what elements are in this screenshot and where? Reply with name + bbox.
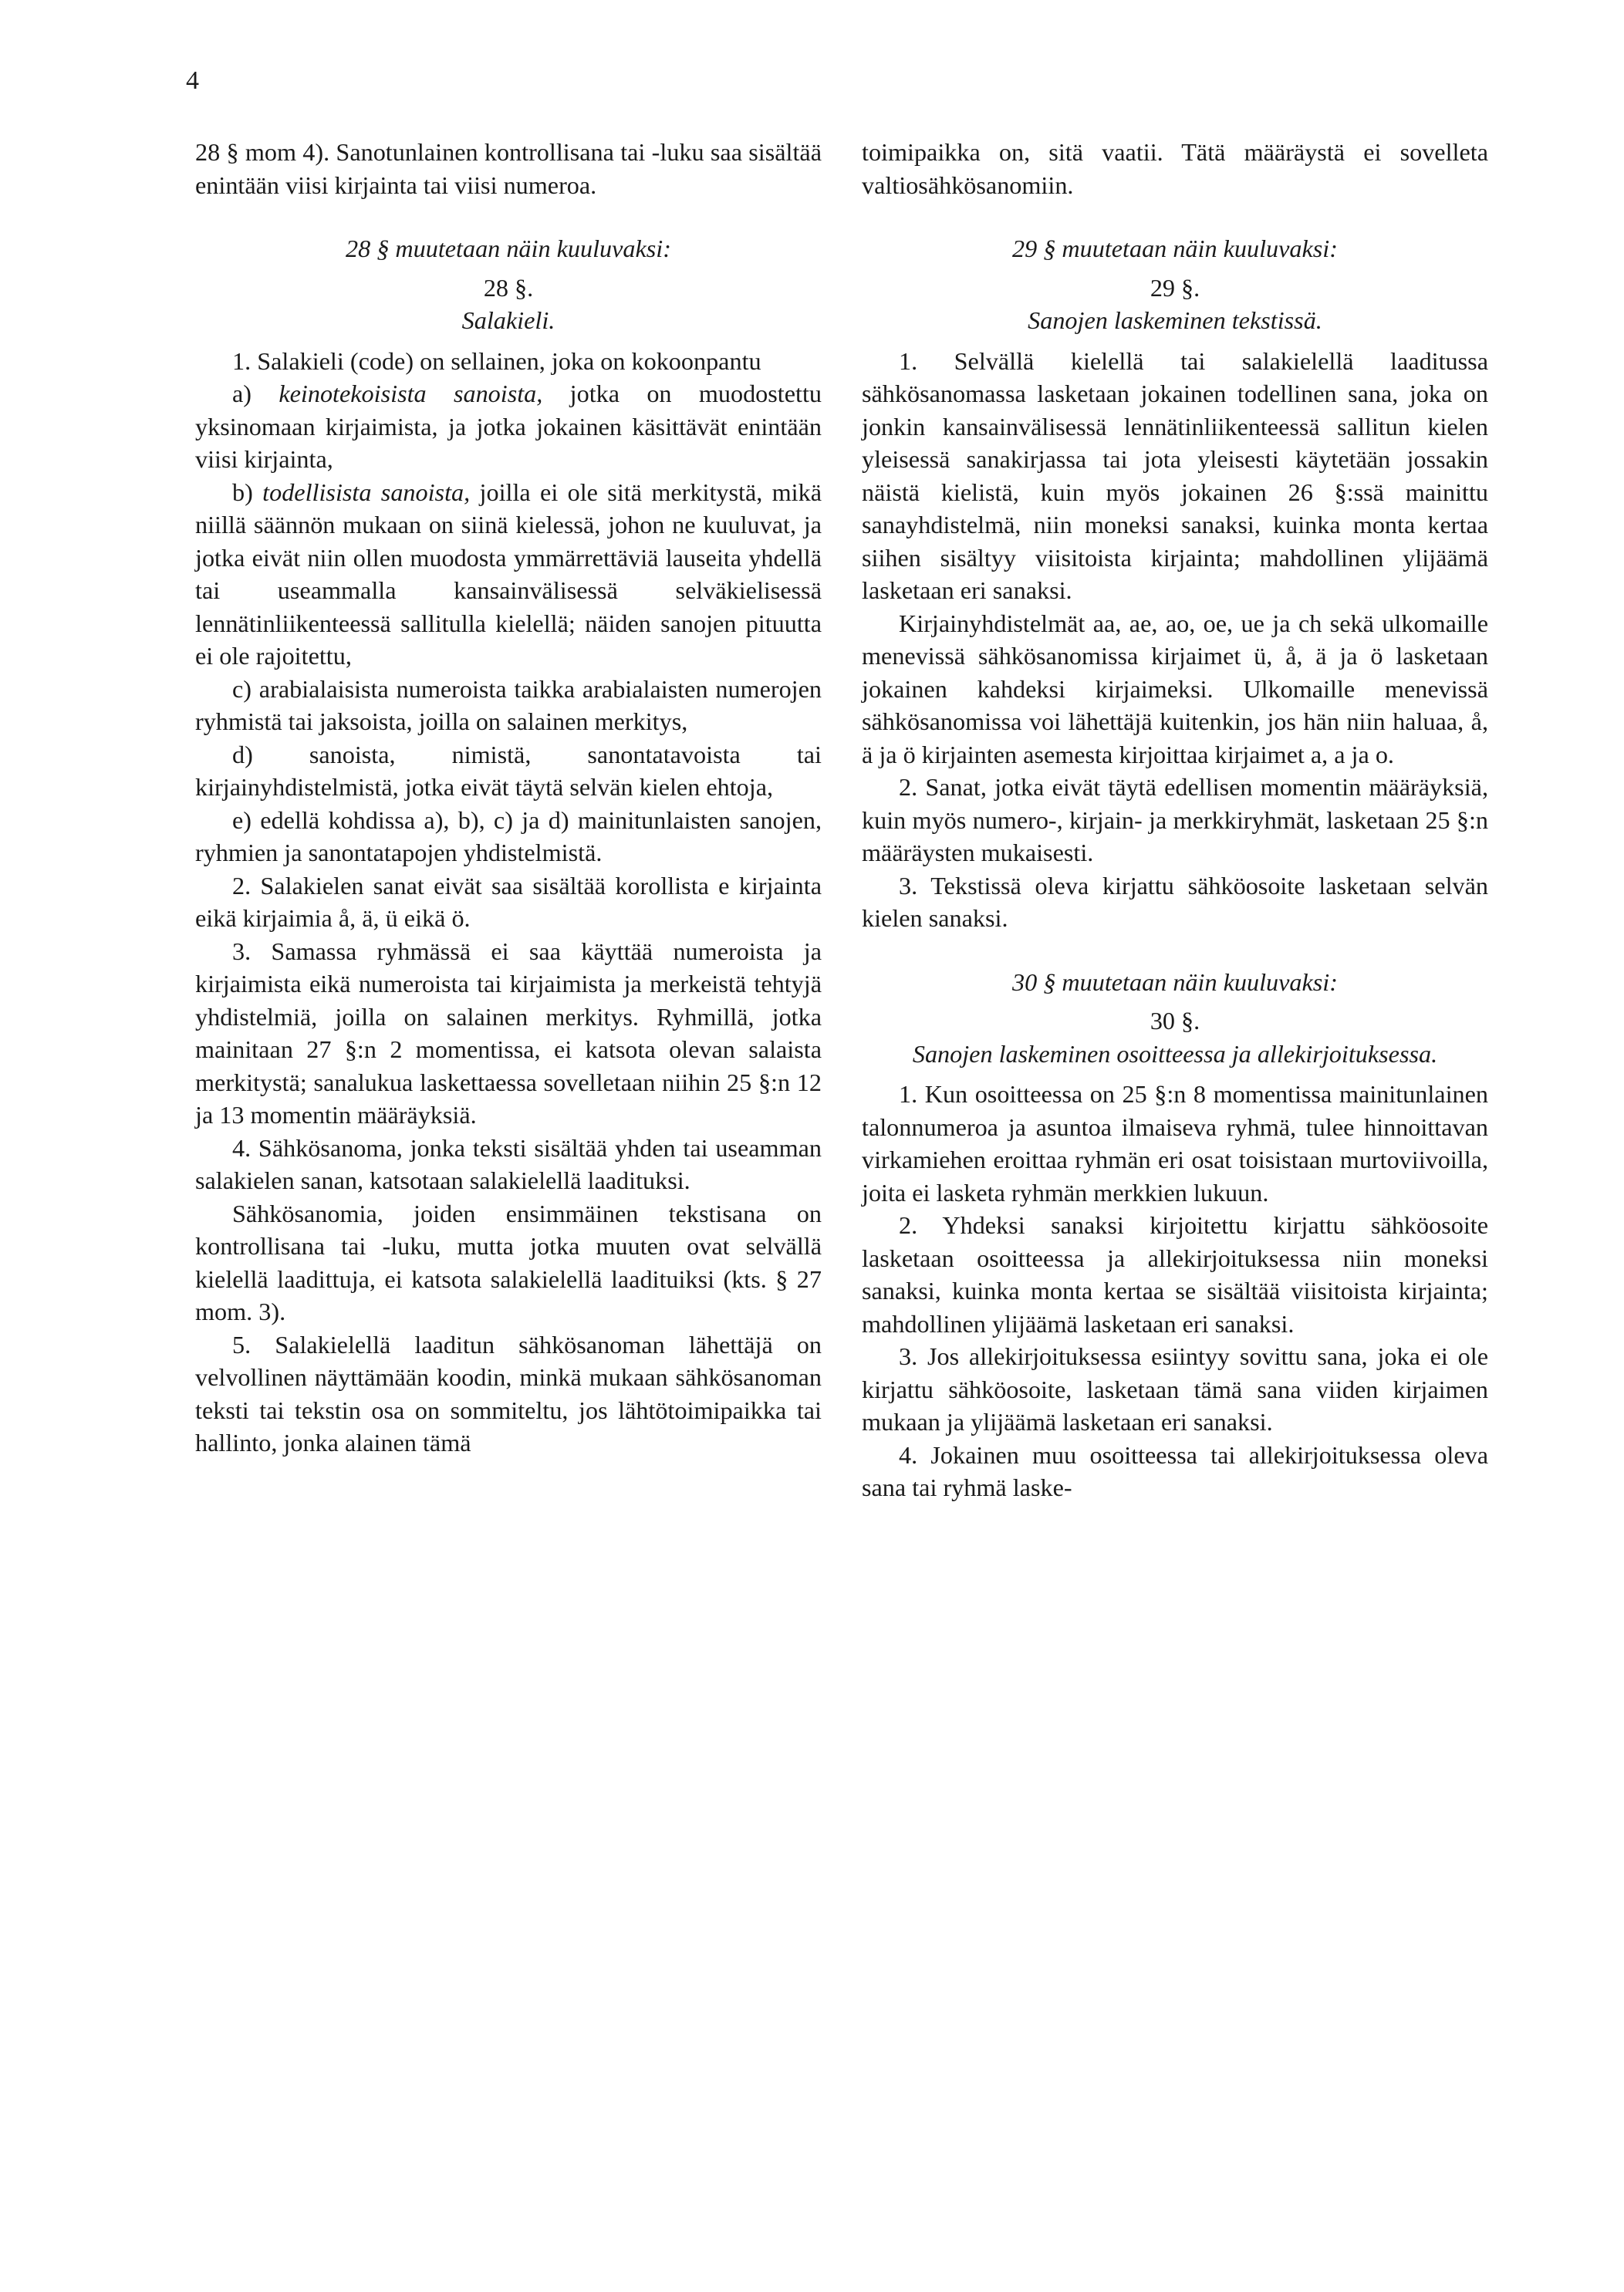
item-label: a) bbox=[232, 380, 252, 407]
list-item: d) sanoista, nimistä, sanontatavoista tai kirjainyhdistelmistä, jotka eivät täytä selvän kielen ehtoja, bbox=[195, 740, 822, 801]
paragraph: toimipaikka on, sitä vaatii. Tätä määräystä ei sovelleta valtiosähkösanomiin. bbox=[862, 138, 1488, 199]
paragraph: 4. Jokainen muu osoitteessa tai allekirjoituksessa oleva sana tai ryhmä laske- bbox=[862, 1440, 1488, 1501]
paragraph: 1. Selvällä kielellä tai salakielellä laaditussa sähkösanomassa lasketaan jokainen todellinen sana, joka on jonkin kansainvälisessä lennätinliikenteessä sallitun kielen yleisessä sanakirjassa tai jota yleisesti käytetään jossakin näistä kielistä, kuin myös jokainen 26 §:ssä mainittu sanayhdistelmä, niin moneksi sanaksi, kuinka monta kertaa siihen sisältyy viisitoista kirjainta; mahdollinen ylijäämä lasketaan eri sanaksi. bbox=[862, 346, 1488, 604]
paragraph: 2. Yhdeksi sanaksi kirjoitettu kirjattu sähköosoite lasketaan osoitteessa ja allekirjoituksessa niin moneksi sanaksi, kuinka monta kertaa se sisältää viisitoista kirjainta; mahdollinen ylijäämä lasketaan eri sanaksi. bbox=[862, 1211, 1488, 1338]
section-title: Sanojen laskeminen tekstissä. bbox=[1028, 306, 1322, 334]
item-text: jotka on muodostettu yksinomaan kirjaimista, ja jotka jokainen käsittävät enintään viisi kirjainta, bbox=[195, 380, 822, 473]
paragraph: 5. Salakielellä laaditun sähkösanoman lähettäjä on velvollinen näyttämään koodin, minkä mukaan sähkösanoman teksti tai tekstin osa on sommiteltu, jos lähtötoimipaikka tai hallinto, jonka alainen tämä bbox=[195, 1330, 822, 1457]
paragraph: 2. Salakielen sanat eivät saa sisältää korollista e kirjainta eikä kirjaimia å, ä, ü eikä ö. bbox=[195, 871, 822, 932]
amendment-intro: 28 § muutetaan näin kuuluvaksi: bbox=[346, 235, 671, 262]
item-emphasis: todellisista sanoista, bbox=[262, 478, 471, 506]
paragraph: 3. Jos allekirjoituksessa esiintyy sovittu sana, joka ei ole kirjattu sähköosoite, lasketaan tämä sana viiden kirjaimen mukaan ja ylijäämä lasketaan eri sanaksi. bbox=[862, 1342, 1488, 1436]
paragraph: 4. Sähkösanoma, jonka teksti sisältää yhden tai useamman salakielen sanan, katsotaan salakielellä laadituksi. bbox=[195, 1133, 822, 1194]
list-item bbox=[195, 476, 822, 673]
paragraph: 1. Kun osoitteessa on 25 §:n 8 momentissa mainitunlainen talonnumeroa ja asuntoa ilmaiseva ryhmä, tulee hinnoittavan virkamiehen eroittaa ryhmän eri osat toisistaan murtoviivoilla, joita ei lasketa ryhmän merkkien lukuun. bbox=[862, 1080, 1488, 1207]
amendment-intro: 30 § muutetaan näin kuuluvaksi: bbox=[1012, 967, 1338, 996]
section-title: Sanojen laskeminen osoitteessa ja allekirjoituksessa. bbox=[912, 1039, 1438, 1068]
item-text: joilla ei ole sitä merkitystä, mikä niillä säännön mukaan on siinä kielessä, johon ne kuuluvat, ja jotka eivät niin ollen muodosta ymmärrettäviä lauseita yhdellä tai useammalla kansainvälisessä selväkielisessä lennätinliikenteessä sallitulla kielellä; näiden sanojen pituutta ei ole rajoitettu, bbox=[195, 478, 822, 670]
item-emphasis: keinotekoisista sanoista, bbox=[279, 380, 543, 407]
section-title: Salakieli. bbox=[461, 306, 555, 334]
list-item: c) arabialaisista numeroista taikka arabialaisten numerojen ryhmistä tai jaksoista, joilla on salainen merkitys, bbox=[195, 674, 822, 735]
paragraph: 28 § mom 4). Sanotunlainen kontrollisana tai -luku saa sisältää enintään viisi kirjainta tai viisi numeroa. bbox=[195, 138, 822, 199]
right-column bbox=[862, 136, 1488, 1504]
paragraph: 3. Tekstissä oleva kirjattu sähköosoite lasketaan selvän kielen sanaksi. bbox=[862, 871, 1488, 932]
list-item: e) edellä kohdissa a), b), c) ja d) mainitunlaisten sanojen, ryhmien ja sanontatapojen yhdistelmistä. bbox=[195, 805, 822, 866]
list-item bbox=[195, 377, 822, 476]
section-heading: 30 §. bbox=[1150, 1007, 1200, 1035]
page-number: 4 bbox=[186, 66, 199, 95]
paragraph: 1. Salakieli (code) on sellainen, joka on kokoonpantu bbox=[232, 346, 761, 375]
paragraph: 2. Sanat, jotka eivät täytä edellisen momentin määräyksiä, kuin myös numero-, kirjain- ja merkkiryhmät, lasketaan 25 §:n määräysten mukaisesti. bbox=[862, 773, 1488, 866]
left-column bbox=[195, 136, 822, 1460]
paragraph: Kirjainyhdistelmät aa, ae, ao, oe, ue ja ch sekä ulkomaille menevissä sähkösanomissa kirjaimet ü, å, ä ja ö lasketaan jokainen kahdeksi kirjaimeksi. Ulkomaille menevissä sähkösanomissa voi lähettäjä kuitenkin, jos hän niin haluaa, å, ä ja ö kirjainten asemesta kirjoittaa kirjaimet a, a ja o. bbox=[862, 609, 1488, 768]
paragraph: 3. Samassa ryhmässä ei saa käyttää numeroista ja kirjaimista eikä numeroista tai kirjaimista ja merkeistä tehtyjä yhdistelmiä, joilla on salainen merkitys. Ryhmillä, jotka mainitaan 27 §:n 2 momentissa, ei katsota olevan salaista merkitystä; sanalukua laskettaessa sovelletaan niihin 25 §:n 12 ja 13 momentin määräyksiä. bbox=[195, 937, 822, 1129]
section-heading: 29 §. bbox=[1150, 273, 1200, 302]
item-label: b) bbox=[232, 478, 253, 506]
paragraph: Sähkösanomia, joiden ensimmäinen tekstisana on kontrollisana tai -luku, mutta jotka muuten ovat selvällä kielellä laadittuja, ei katsota salakielellä laadituiksi (kts. § 27 mom. 3). bbox=[195, 1199, 822, 1325]
section-heading: 28 §. bbox=[483, 273, 534, 302]
amendment-intro: 29 § muutetaan näin kuuluvaksi: bbox=[1012, 235, 1338, 262]
